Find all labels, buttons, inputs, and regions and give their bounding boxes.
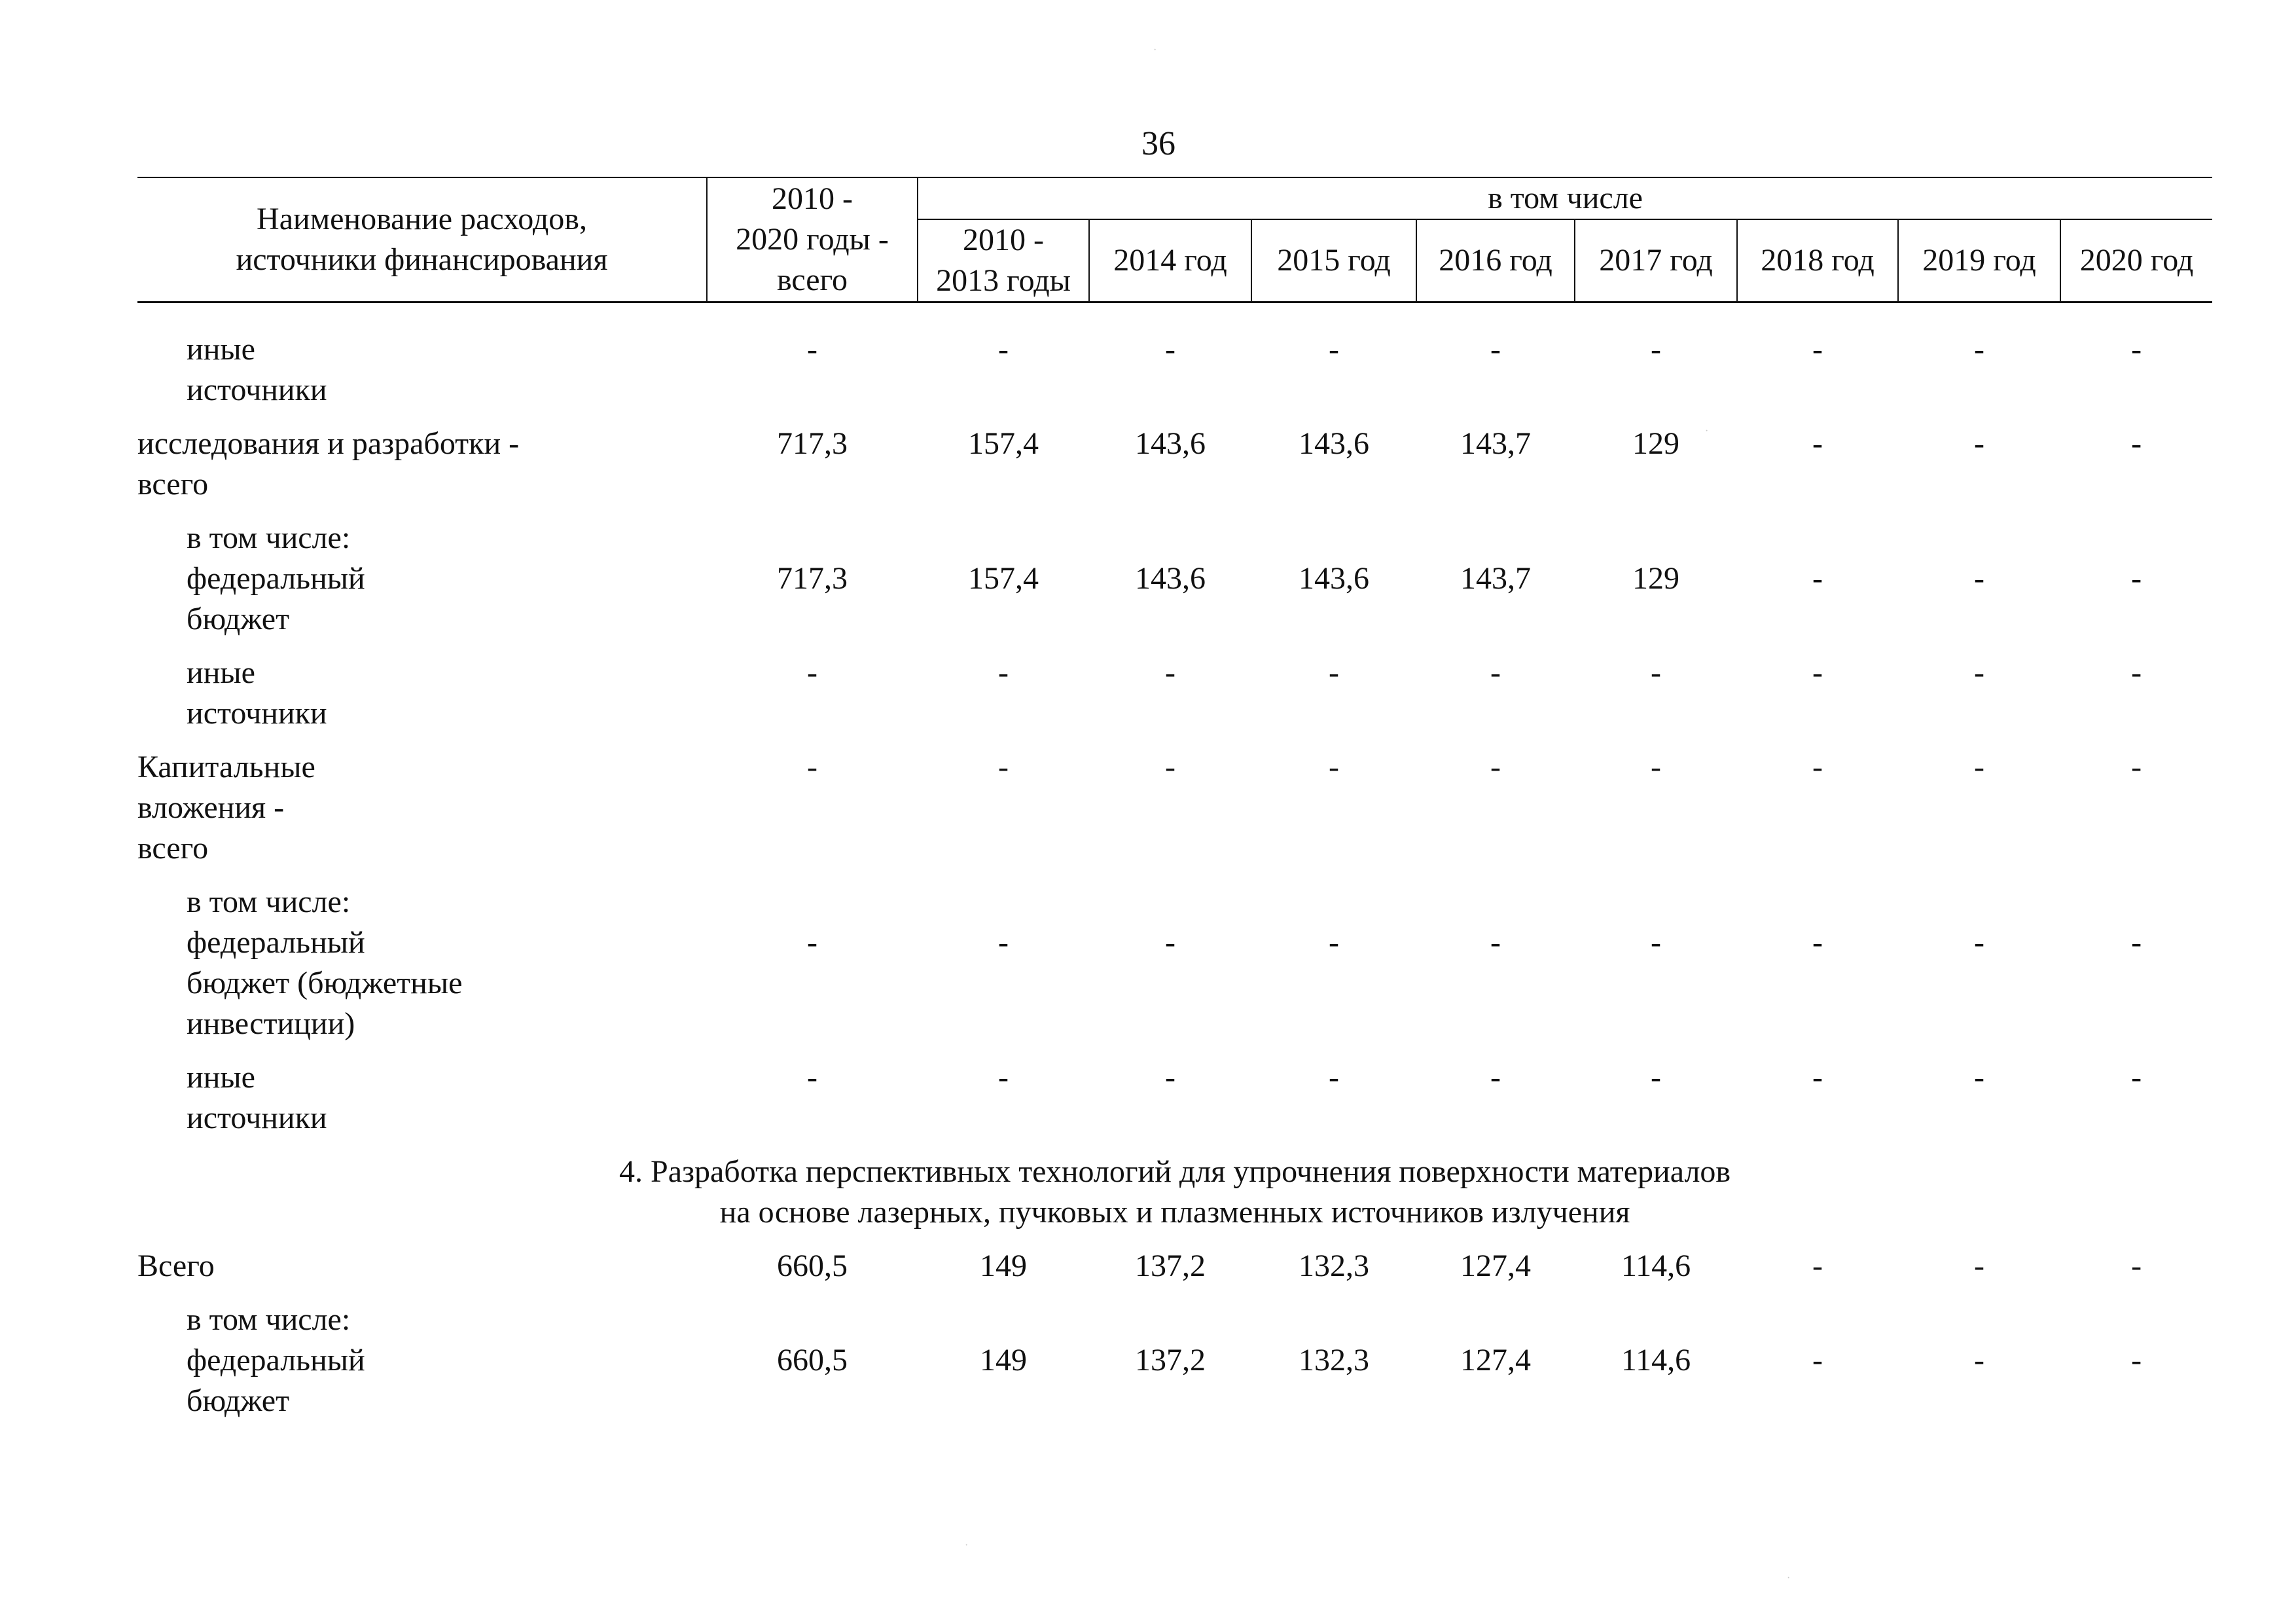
section-heading — [137, 1152, 2212, 1233]
header-name-line: источники финансирования — [236, 242, 608, 277]
row-gap — [137, 1286, 2212, 1300]
header-year-line: 2017 год — [1599, 243, 1713, 278]
row-label — [137, 747, 707, 869]
table-cell: 143,6 — [1299, 561, 1369, 596]
row-label-line: в том числе: — [187, 1302, 351, 1337]
table-cell: - — [1812, 750, 1823, 784]
row-label-line: в том числе: — [187, 520, 351, 555]
row-label-line: бюджет — [187, 602, 290, 636]
row-gap — [137, 410, 2212, 424]
table-cell: 127,4 — [1460, 1249, 1531, 1283]
table-cell: - — [1329, 925, 1339, 960]
row-gap — [137, 734, 2212, 747]
table-cell: - — [2131, 925, 2142, 960]
row-label-line: иные — [187, 655, 255, 690]
table-cell: 129 — [1632, 426, 1679, 461]
table-cell: - — [998, 332, 1009, 367]
table-row — [137, 1246, 2212, 1286]
table-cell: 137,2 — [1135, 1249, 1206, 1283]
table-cell: - — [2131, 561, 2142, 596]
header-year — [1898, 219, 2060, 302]
table-row — [137, 653, 2212, 734]
table-cell: 129 — [1632, 561, 1679, 596]
table-cell: - — [2131, 426, 2142, 461]
row-label-line: федеральный — [187, 925, 365, 960]
row-label-line: источники — [187, 373, 327, 407]
table-cell: - — [998, 750, 1009, 784]
page-number: 36 — [1141, 125, 1175, 162]
table-cell: 149 — [980, 1249, 1027, 1283]
row-label-line: в том числе: — [187, 884, 351, 919]
header-year-line: 2016 год — [1439, 243, 1552, 278]
table-row — [137, 424, 2212, 505]
table-cell: 137,2 — [1135, 1343, 1206, 1377]
table-row — [137, 1300, 2212, 1421]
scan-artifact: · — [1153, 45, 1157, 56]
table-cell: - — [1490, 655, 1501, 690]
table-cell: 114,6 — [1621, 1343, 1691, 1377]
table-cell: 143,7 — [1460, 426, 1531, 461]
table-cell: - — [1329, 332, 1339, 367]
table-cell: - — [1490, 925, 1501, 960]
table-cell: - — [1974, 925, 1984, 960]
table-cell: - — [1329, 750, 1339, 784]
table-cell: - — [998, 1060, 1009, 1095]
header-year — [1737, 219, 1898, 302]
table-cell: 114,6 — [1621, 1249, 1691, 1283]
table-cell: - — [1974, 1060, 1984, 1095]
table-cell: 132,3 — [1299, 1343, 1369, 1377]
table-cell: - — [1812, 332, 1823, 367]
row-label-line: Всего — [137, 1249, 215, 1283]
row-label-line: федеральный — [187, 1343, 365, 1377]
header-total — [707, 177, 918, 302]
header-year-line: 2010 - — [963, 223, 1044, 257]
budget-table — [137, 177, 2212, 1421]
header-year-line: 2019 год — [1922, 243, 2036, 278]
table-cell: - — [807, 925, 817, 960]
table-cell: - — [2131, 655, 2142, 690]
table-cell: - — [1165, 1060, 1175, 1095]
table-cell: - — [1651, 750, 1661, 784]
row-label-line: исследования и разработки - — [137, 426, 520, 461]
table-cell: - — [998, 925, 1009, 960]
table-row — [137, 518, 2212, 640]
table-cell: 143,6 — [1299, 426, 1369, 461]
table-cell: 149 — [980, 1343, 1027, 1377]
table-row — [137, 882, 2212, 1044]
section-heading-line: на основе лазерных, пучковых и плазменных источников излучения — [719, 1195, 1630, 1230]
table-cell: 660,5 — [777, 1249, 848, 1283]
scan-artifact: · — [965, 1540, 969, 1551]
section-heading-line: 4. Разработка перспективных технологий для упрочнения поверхности материалов — [619, 1154, 1731, 1189]
row-label-line: всего — [137, 831, 209, 866]
header-total-line: всего — [776, 263, 848, 297]
table-cell: 127,4 — [1460, 1343, 1531, 1377]
row-gap — [137, 640, 2212, 653]
table-spacer — [137, 302, 2212, 330]
table-cell: - — [1812, 655, 1823, 690]
table-cell: - — [1974, 750, 1984, 784]
header-year — [1416, 219, 1575, 302]
table-cell: 143,6 — [1135, 561, 1206, 596]
table-cell: - — [807, 1060, 817, 1095]
row-label-line: источники — [187, 696, 327, 731]
table-cell: - — [1812, 426, 1823, 461]
table-cell: - — [1974, 1249, 1984, 1283]
table-cell: - — [807, 750, 817, 784]
table-cell: - — [1812, 925, 1823, 960]
row-label-line: вложения - — [137, 790, 285, 825]
header-year-line: 2014 год — [1113, 243, 1227, 278]
table-cell: 157,4 — [968, 561, 1039, 596]
table-cell: - — [1165, 925, 1175, 960]
table-cell: - — [1812, 1060, 1823, 1095]
table-cell: 143,7 — [1460, 561, 1531, 596]
scan-artifact: · — [1705, 426, 1709, 437]
table-cell: - — [2131, 332, 2142, 367]
table-cell: - — [807, 655, 817, 690]
row-label — [137, 518, 707, 640]
header-year-line: 2013 годы — [936, 263, 1071, 298]
table-cell: - — [807, 332, 817, 367]
row-label — [137, 882, 707, 1044]
table-cell: - — [1812, 1249, 1823, 1283]
header-total-line: 2020 годы - — [736, 222, 889, 257]
header-year — [918, 219, 1089, 302]
table-cell: 132,3 — [1299, 1249, 1369, 1283]
row-label-line: Капитальные — [137, 750, 315, 784]
header-group: в том числе — [918, 177, 2212, 219]
table-cell: - — [1651, 1060, 1661, 1095]
table-cell: - — [1490, 332, 1501, 367]
row-label-line: бюджет (бюджетные — [187, 966, 463, 1000]
header-year — [1089, 219, 1251, 302]
row-label — [137, 653, 707, 734]
row-label — [137, 329, 707, 410]
table-cell: - — [1974, 561, 1984, 596]
table-cell: - — [1490, 1060, 1501, 1095]
table-cell: - — [1974, 655, 1984, 690]
row-label — [137, 1246, 707, 1286]
row-gap — [137, 1044, 2212, 1057]
table-cell: 143,6 — [1135, 426, 1206, 461]
table-cell: - — [1165, 332, 1175, 367]
table-row — [137, 747, 2212, 869]
table-cell: - — [2131, 1249, 2142, 1283]
table-cell: - — [1974, 332, 1984, 367]
table-cell: - — [2131, 1060, 2142, 1095]
table-cell: 660,5 — [777, 1343, 848, 1377]
table-cell: - — [1651, 925, 1661, 960]
row-label-line: инвестиции) — [187, 1006, 355, 1041]
row-label — [137, 1300, 707, 1421]
scan-artifact: · — [1787, 1573, 1791, 1584]
table-cell: 717,3 — [777, 426, 848, 461]
table-cell: - — [1329, 655, 1339, 690]
row-gap — [137, 1233, 2212, 1246]
table-cell: - — [1974, 426, 1984, 461]
table-cell: - — [2131, 1343, 2142, 1377]
table-cell: - — [998, 655, 1009, 690]
table-cell: - — [1165, 750, 1175, 784]
row-label — [137, 424, 707, 505]
row-label-line: иные — [187, 332, 255, 367]
table-cell: 157,4 — [968, 426, 1039, 461]
header-year — [1251, 219, 1416, 302]
table-cell: - — [1165, 655, 1175, 690]
row-gap — [137, 869, 2212, 882]
header-year — [1575, 219, 1737, 302]
header-year-line: 2020 год — [2079, 243, 2194, 278]
table-row — [137, 1057, 2212, 1139]
row-label-line: федеральный — [187, 561, 365, 596]
header-total-line: 2010 - — [772, 181, 853, 216]
row-label-line: источники — [187, 1101, 327, 1135]
table-cell: - — [2131, 750, 2142, 784]
header-name — [137, 177, 707, 302]
table-cell: - — [1812, 1343, 1823, 1377]
row-label-line: иные — [187, 1060, 255, 1095]
header-name-line: Наименование расходов, — [257, 202, 587, 236]
table-row — [137, 329, 2212, 410]
table-cell: - — [1651, 332, 1661, 367]
row-label-line: бюджет — [187, 1383, 290, 1418]
header-year-line: 2015 год — [1277, 243, 1391, 278]
header-year-line: 2018 год — [1761, 243, 1874, 278]
table-cell: - — [1651, 655, 1661, 690]
table-cell: - — [1812, 561, 1823, 596]
row-label — [137, 1057, 707, 1139]
row-label-line: всего — [137, 467, 209, 501]
row-gap — [137, 505, 2212, 518]
section-heading-row — [137, 1152, 2212, 1233]
table-cell: - — [1329, 1060, 1339, 1095]
table-cell: - — [1490, 750, 1501, 784]
table-cell: - — [1974, 1343, 1984, 1377]
table-cell: 717,3 — [777, 561, 848, 596]
header-year — [2060, 219, 2212, 302]
row-gap — [137, 1139, 2212, 1152]
